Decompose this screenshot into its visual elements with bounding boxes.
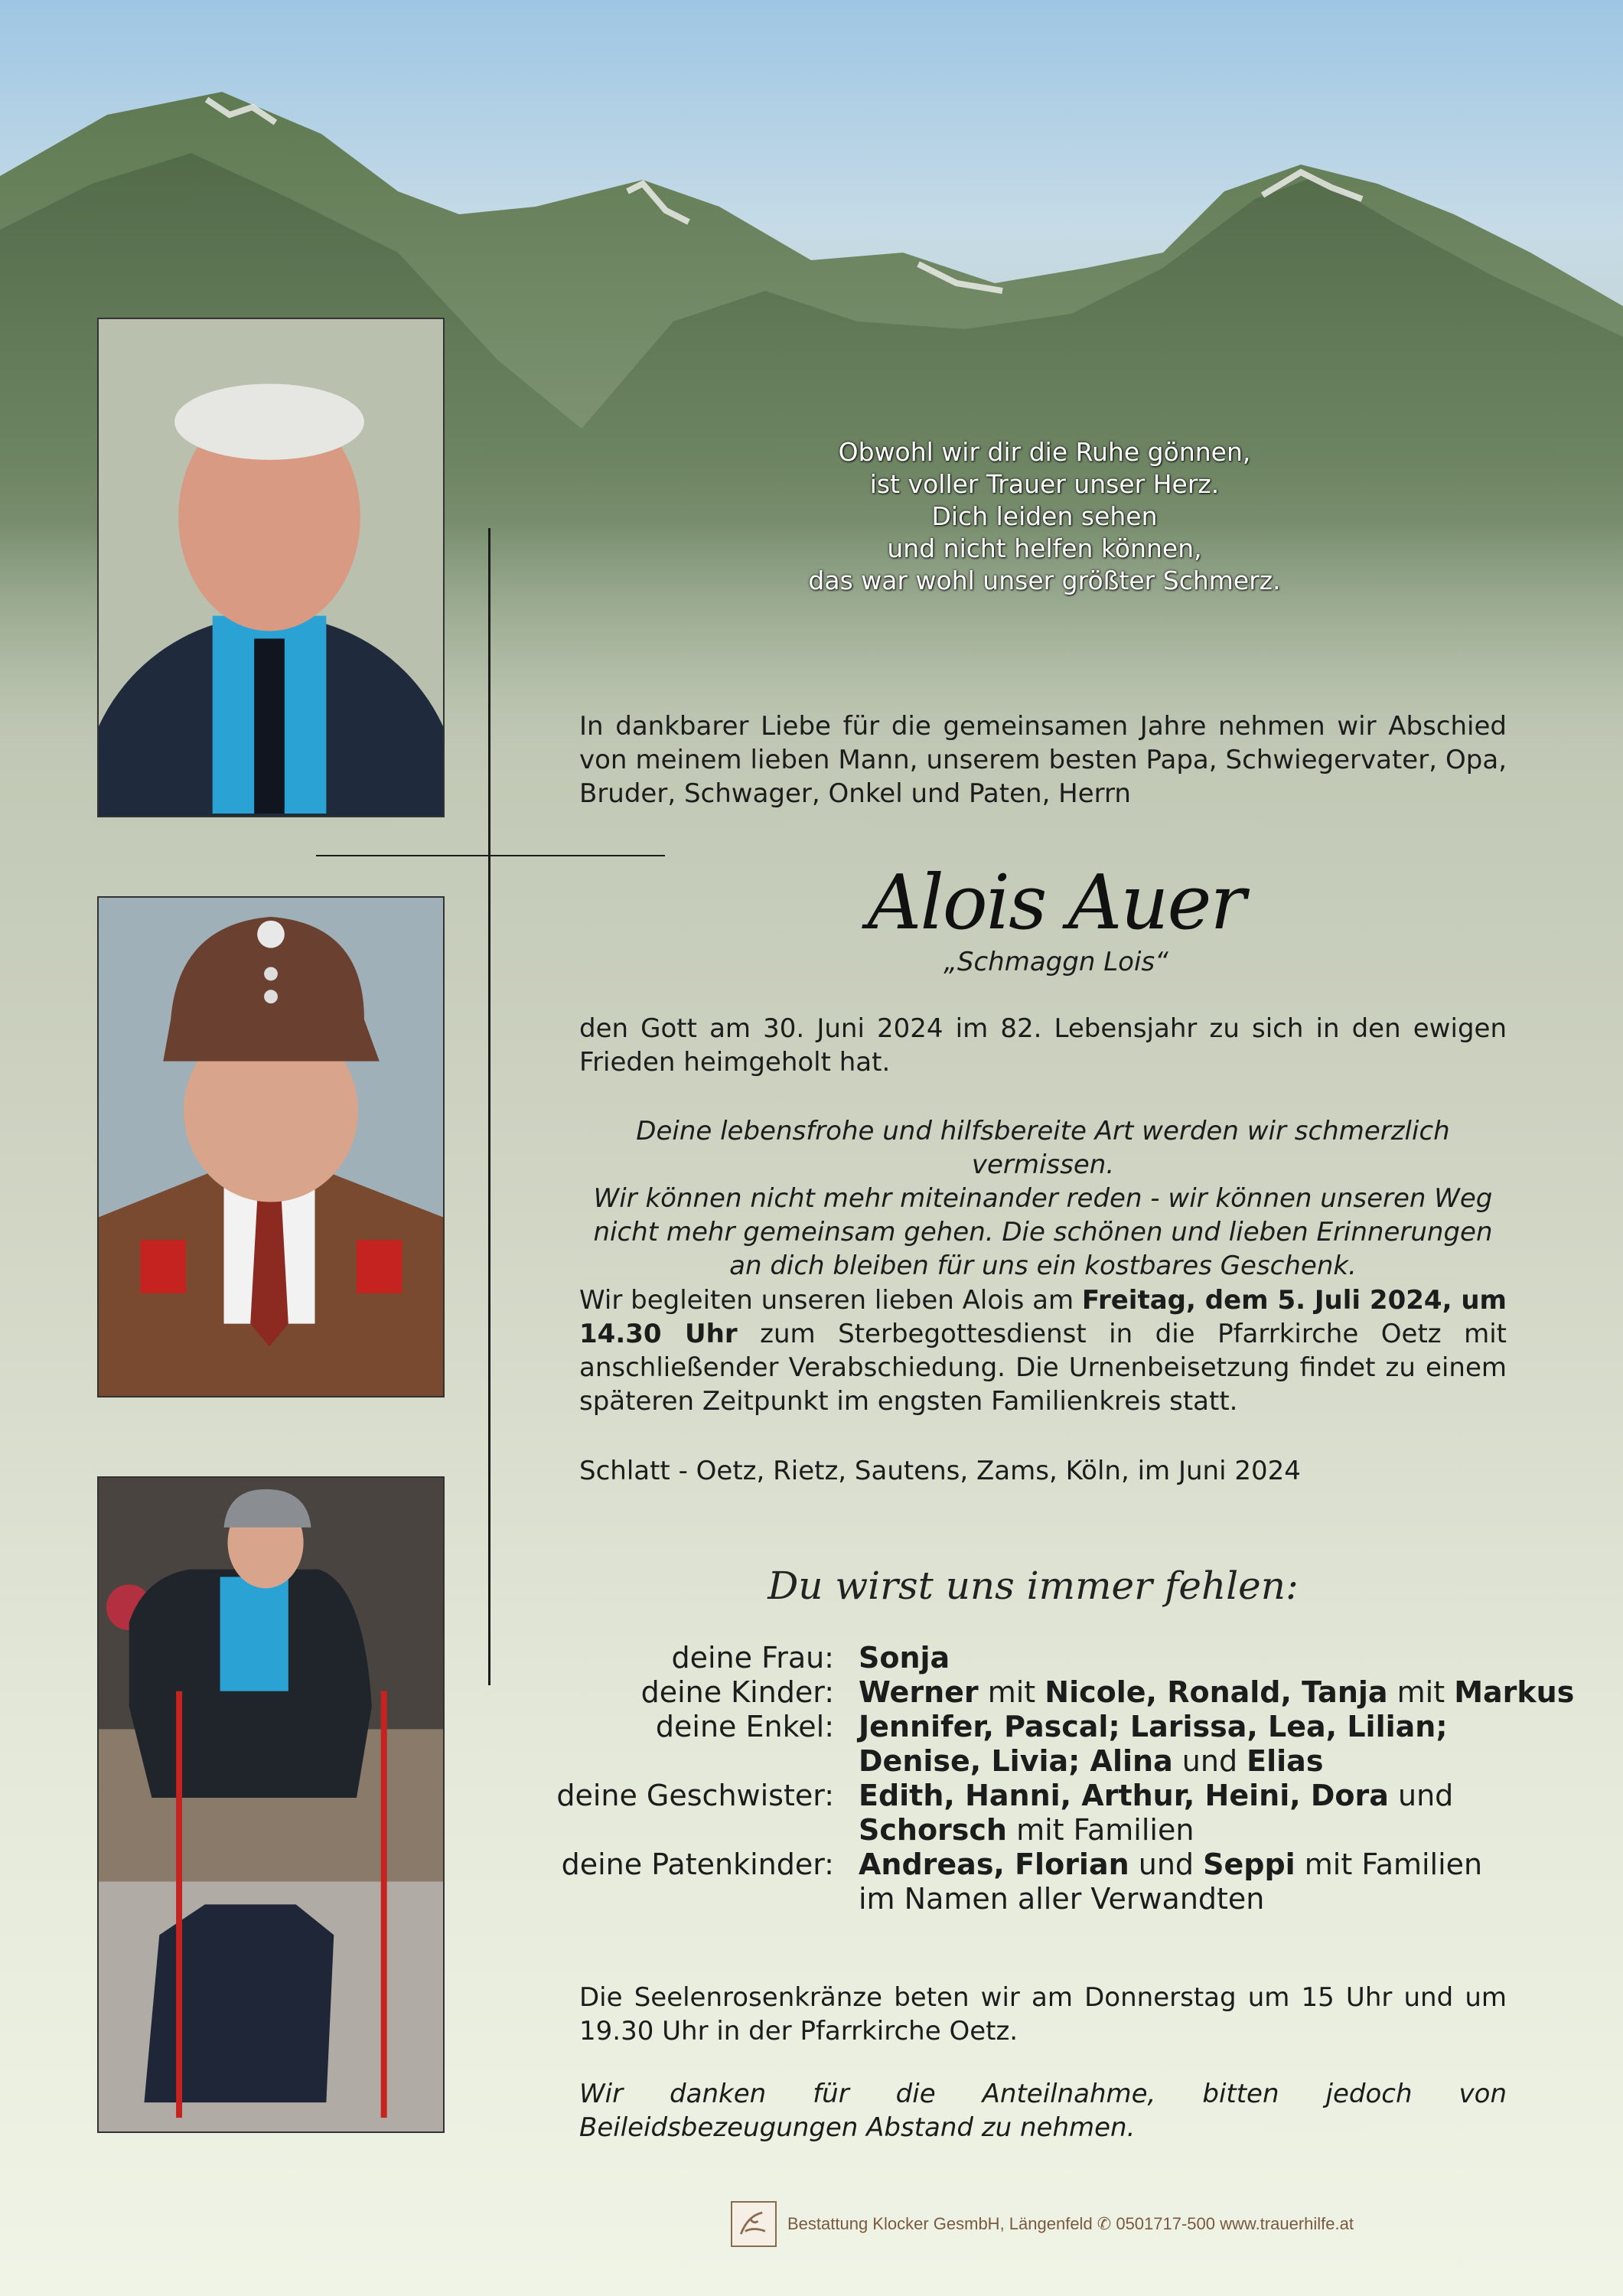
poem-line: ist voller Trauer unser Herz.: [869, 469, 1220, 499]
family-name: Andreas, Florian: [859, 1848, 1129, 1881]
family-label: deine Geschwister:: [556, 1779, 834, 1812]
deceased-nickname: „Schmaggn Lois“: [943, 947, 1168, 977]
miss-you-heading: Du wirst uns immer fehlen:: [768, 1564, 1299, 1608]
poem: [750, 436, 1339, 597]
tribute-line: Wir können nicht mehr miteinander reden - wir können unseren Weg: [593, 1183, 1493, 1214]
relatives-text: im Namen aller Verwandten: [859, 1882, 1265, 1916]
family-name: Werner: [859, 1675, 979, 1709]
funeral-date: Freitag, dem 5. Juli 2024, um 14.30 Uhr: [579, 1285, 1507, 1349]
funeral-details: [579, 1283, 1507, 1418]
family-connector: mit: [1387, 1675, 1455, 1709]
deceased-name: Alois Auer: [867, 859, 1245, 947]
family-label: deine Enkel:: [655, 1710, 834, 1743]
intro-text: In dankbarer Liebe für die gemeinsamen Jahre nehmen wir Abschied von meinem lieben Mann, unserem besten Papa, Schwiegervater, Opa, Bruder, Schwager, Onkel und Paten, Herrn: [579, 711, 1507, 809]
family-name: Denise, Livia; Alina: [859, 1744, 1173, 1778]
portrait-photo-2: [97, 896, 445, 1397]
death-notice-text: den Gott am 30. Juni 2024 im 82. Lebensjahr zu sich in den ewigen Frieden heimgeholt hat.: [579, 1013, 1507, 1078]
family-name: Jennifer, Pascal; Larissa, Lea, Lilian;: [859, 1710, 1448, 1743]
footer: [731, 2200, 1354, 2249]
place-date: Schlatt - Oetz, Rietz, Sautens, Zams, Köln, im Juni 2024: [579, 1456, 1301, 1486]
poem-line: Dich leiden sehen: [931, 501, 1158, 531]
family-name: Edith, Hanni, Arthur, Heini, Dora: [859, 1779, 1389, 1812]
family-connector: und: [1129, 1848, 1204, 1881]
family-connector: mit Familien: [1295, 1848, 1483, 1881]
poem-line: das war wohl unser größter Schmerz.: [808, 566, 1281, 595]
family-connector: und: [1388, 1779, 1454, 1812]
tribute-line: an dich bleiben für uns ein kostbares Geschenk.: [729, 1251, 1357, 1281]
family-connector: mit: [978, 1675, 1045, 1709]
family-name: Schorsch: [859, 1813, 1007, 1847]
family-connector: und: [1172, 1744, 1247, 1778]
poem-line: Obwohl wir dir die Ruhe gönnen,: [838, 437, 1251, 467]
portrait-photo-3: [97, 1476, 445, 2133]
family-name: Nicole, Ronald, Tanja: [1045, 1675, 1388, 1709]
family-name: Seppi: [1203, 1848, 1295, 1881]
family-label: deine Frau:: [671, 1641, 834, 1675]
family-connector: mit Familien: [1007, 1813, 1194, 1847]
portrait-photo-1: [97, 318, 445, 817]
rosary-text: Die Seelenrosenkränze beten wir am Donnerstag um 15 Uhr und um 19.30 Uhr in der Pfarrkirche Oetz.: [579, 1982, 1507, 2047]
family-label: deine Patenkinder:: [561, 1848, 834, 1881]
family-name: Markus: [1454, 1675, 1575, 1709]
tribute-text: [579, 1114, 1507, 1283]
tribute-line: Deine lebensfrohe und hilfsbereite Art werden wir schmerzlich vermissen.: [636, 1116, 1450, 1180]
footer-text: Bestattung Klocker GesmbH, Längenfeld ✆ 0501717-500 www.trauerhilfe.at: [787, 2214, 1354, 2233]
family-name: Elias: [1247, 1744, 1324, 1778]
funeral-intro: Wir begleiten unseren lieben Alois am: [579, 1285, 1082, 1316]
family-name: Sonja: [859, 1641, 950, 1675]
family-label: deine Kinder:: [640, 1675, 834, 1709]
funeral-rest: zum Sterbegottesdienst in die Pfarrkirche Oetz mit anschließender Verabschiedung. Die Urnenbeisetzung findet zu einem späteren Zeitpunkt im engsten Familienkreis statt.: [579, 1319, 1507, 1417]
cross-vertical-line: [488, 528, 490, 1685]
thanks-text: Wir danken für die Anteilnahme, bitten jedoch von Beileidsbezeugungen Abstand zu nehmen.: [579, 2079, 1507, 2143]
funeral-home-logo-icon: [731, 2201, 777, 2247]
cross-horizontal-line: [316, 855, 665, 856]
poem-line: und nicht helfen können,: [887, 533, 1202, 563]
tribute-line: nicht mehr gemeinsam gehen. Die schönen und lieben Erinnerungen: [593, 1217, 1493, 1247]
